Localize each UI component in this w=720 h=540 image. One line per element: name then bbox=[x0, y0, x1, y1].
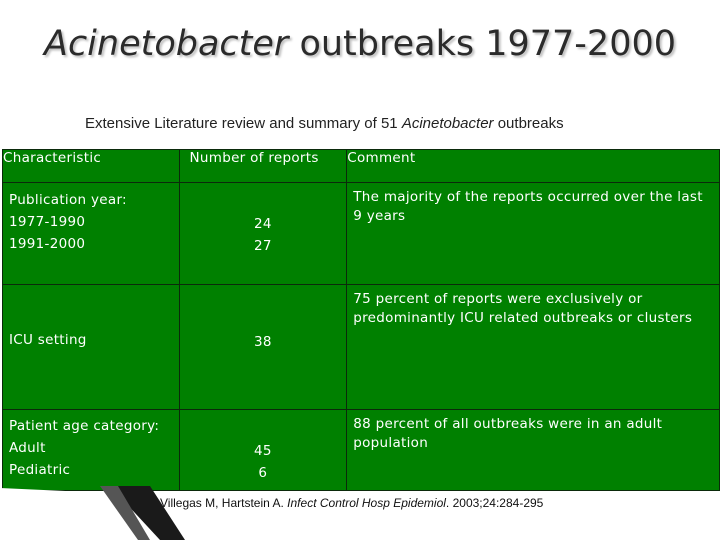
citation bbox=[160, 496, 543, 510]
count-line: 6 bbox=[258, 465, 268, 481]
footer-decoration bbox=[0, 486, 720, 540]
citation-journal: Infect Control Hosp Epidemiol bbox=[287, 496, 446, 510]
table-row-patient-age bbox=[3, 410, 720, 491]
header-characteristic: Characteristic bbox=[3, 150, 180, 183]
subtitle-italic: Acinetobacter bbox=[401, 115, 494, 132]
comment-text: The majority of the reports occurred over the last 9 years bbox=[353, 189, 703, 224]
count-cell bbox=[179, 410, 347, 491]
count-cell bbox=[179, 285, 347, 410]
table-header-row bbox=[3, 150, 720, 183]
header-number-of-reports: Number of reports bbox=[179, 150, 347, 183]
characteristic-line: Patient age category: bbox=[9, 418, 160, 434]
characteristic-line: Pediatric bbox=[9, 462, 71, 478]
citation-details: . 2003;24:284-295 bbox=[445, 496, 544, 510]
footer-swoosh bbox=[0, 486, 720, 540]
header-comment: Comment bbox=[347, 150, 720, 183]
slide-subtitle bbox=[85, 115, 705, 132]
characteristic-line: Adult bbox=[9, 440, 46, 456]
comment-cell bbox=[347, 285, 720, 410]
title-rest: outbreaks 1977-2000 bbox=[288, 24, 676, 64]
count-line: 38 bbox=[253, 334, 272, 350]
slide-title bbox=[44, 22, 684, 66]
characteristic-cell bbox=[3, 183, 180, 285]
count-line bbox=[180, 191, 347, 213]
comment-text: 88 percent of all outbreaks were in an adult population bbox=[353, 416, 663, 451]
table-row-icu-setting bbox=[3, 285, 720, 410]
characteristic-line: 1991-2000 bbox=[9, 236, 86, 252]
table-row-publication-year bbox=[3, 183, 720, 285]
comment-cell bbox=[347, 410, 720, 491]
title-italic: Acinetobacter bbox=[44, 24, 289, 64]
count-line: 27 bbox=[253, 238, 272, 254]
subtitle-pre: Extensive Literature review and summary of 51 bbox=[85, 115, 402, 132]
characteristic-cell bbox=[3, 285, 180, 410]
count-line: 24 bbox=[253, 216, 272, 232]
characteristic-line: ICU setting bbox=[9, 332, 87, 348]
subtitle-post: outbreaks bbox=[493, 115, 564, 132]
citation-authors: Villegas M, Hartstein A. bbox=[160, 496, 288, 510]
comment-text: 75 percent of reports were exclusively or predominantly ICU related outbreaks or clusters bbox=[353, 291, 693, 326]
characteristic-cell bbox=[3, 410, 180, 491]
comment-cell bbox=[347, 183, 720, 285]
count-line: 45 bbox=[253, 443, 272, 459]
count-cell bbox=[179, 183, 347, 285]
outbreaks-table bbox=[2, 149, 720, 491]
characteristic-line: 1977-1990 bbox=[9, 214, 86, 230]
characteristic-line: Publication year: bbox=[9, 192, 127, 208]
count-line bbox=[180, 418, 347, 440]
